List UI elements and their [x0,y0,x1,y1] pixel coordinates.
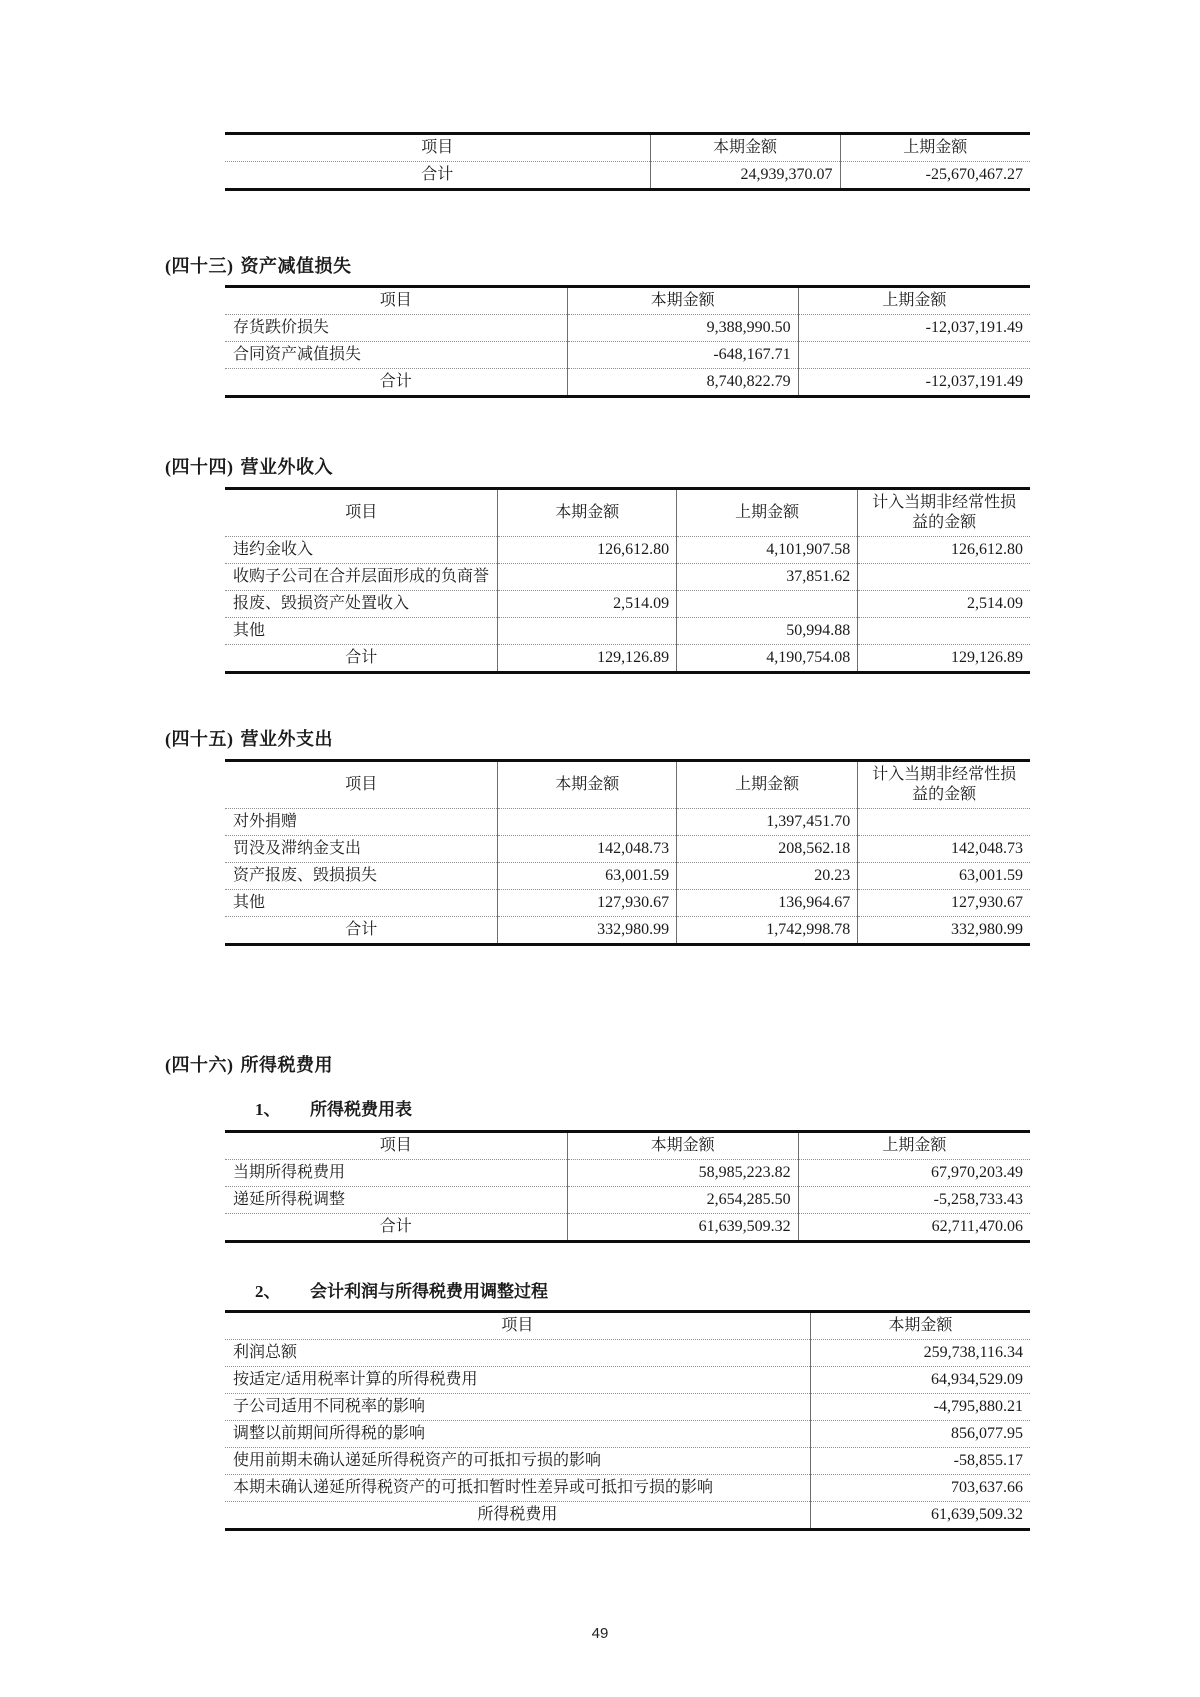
total-row [225,1214,1030,1242]
amount-cell: 856,077.95 [810,1421,1030,1448]
subsection-heading-1 [255,1099,1200,1121]
table-row [225,591,1030,618]
row-label: 当期所得税费用 [225,1160,567,1187]
amount-cell: 4,101,907.58 [677,537,858,564]
section-number: (四十四) [165,457,234,477]
amount-cell [798,342,1030,369]
column-header: 本期金额 [810,1312,1030,1340]
row-label: 收购子公司在合并层面形成的负商誉 [225,564,498,591]
section-title: 营业外收入 [240,457,333,477]
amount-cell: 20.23 [677,863,858,890]
row-label: 存货跌价损失 [225,315,567,342]
section-title: 所得税费用 [240,1055,333,1075]
table-row [225,564,1030,591]
row-label: 调整以前期间所得税的影响 [225,1421,810,1448]
amount-cell: 63,001.59 [858,863,1030,890]
amount-cell: 332,980.99 [858,917,1030,945]
subsection-title: 会计利润与所得税费用调整过程 [310,1282,548,1301]
total-row [225,1502,1030,1530]
column-header: 计入当期非经常性损益的金额 [858,489,1030,537]
amount-cell [498,618,677,645]
section-heading-46 [165,1054,1200,1077]
total-row [225,162,1030,190]
section-heading-44 [165,456,1200,479]
row-label: 报废、毁损资产处置收入 [225,591,498,618]
subsection-number: 1、 [255,1100,281,1119]
column-header: 本期金额 [498,761,677,809]
totals-summary-table [225,132,1030,191]
non-operating-expense-table [225,759,1030,946]
amount-cell: 9,388,990.50 [567,315,798,342]
amount-cell: 4,190,754.08 [677,645,858,673]
column-header: 本期金额 [567,1132,798,1160]
column-header: 上期金额 [677,761,858,809]
amount-cell: 62,711,470.06 [798,1214,1030,1242]
row-label: 合计 [225,162,650,190]
table-row [225,1340,1030,1367]
table-row [225,1160,1030,1187]
column-header: 本期金额 [498,489,677,537]
amount-cell: 24,939,370.07 [650,162,840,190]
header-row [225,761,1030,809]
header-row [225,287,1030,315]
row-label: 递延所得税调整 [225,1187,567,1214]
row-label: 所得税费用 [225,1502,810,1530]
row-label: 其他 [225,890,498,917]
header-row [225,1132,1030,1160]
table-row [225,863,1030,890]
amount-cell: 2,654,285.50 [567,1187,798,1214]
total-row [225,369,1030,397]
page-number: 49 [591,1625,609,1642]
amount-cell: 67,970,203.49 [798,1160,1030,1187]
amount-cell: 50,994.88 [677,618,858,645]
amount-cell: 127,930.67 [498,890,677,917]
column-header: 上期金额 [798,1132,1030,1160]
subsection-title: 所得税费用表 [310,1100,412,1119]
amount-cell: 126,612.80 [858,537,1030,564]
section-heading-43 [165,255,1200,278]
tax-reconciliation-table [225,1310,1030,1531]
amount-cell: -58,855.17 [810,1448,1030,1475]
table-row [225,809,1030,836]
total-row [225,917,1030,945]
table-row [225,1448,1030,1475]
column-header: 项目 [345,776,378,793]
row-label: 对外捐赠 [225,809,498,836]
row-label: 子公司适用不同税率的影响 [225,1394,810,1421]
amount-cell: 129,126.89 [498,645,677,673]
table-row [225,1187,1030,1214]
amount-cell: 61,639,509.32 [567,1214,798,1242]
section-title: 资产减值损失 [240,256,352,276]
table-row [225,890,1030,917]
amount-cell: 259,738,116.34 [810,1340,1030,1367]
subsection-heading-2 [255,1281,1200,1303]
amount-cell: 332,980.99 [498,917,677,945]
row-label: 按适定/适用税率计算的所得税费用 [225,1367,810,1394]
amount-cell: 1,397,451.70 [677,809,858,836]
row-label: 资产报废、毁损损失 [225,863,498,890]
amount-cell: 126,612.80 [498,537,677,564]
amount-cell: 129,126.89 [858,645,1030,673]
row-label: 本期未确认递延所得税资产的可抵扣暂时性差异或可抵扣亏损的影响 [225,1475,810,1502]
section-title: 营业外支出 [240,729,333,749]
amount-cell: 127,930.67 [858,890,1030,917]
section-number: (四十三) [165,256,234,276]
amount-cell [498,564,677,591]
header-row [225,134,1030,162]
subsection-number: 2、 [255,1282,281,1301]
amount-cell: -4,795,880.21 [810,1394,1030,1421]
amount-cell: 63,001.59 [498,863,677,890]
amount-cell: 208,562.18 [677,836,858,863]
column-header: 本期金额 [650,134,840,162]
amount-cell: 8,740,822.79 [567,369,798,397]
row-label: 利润总额 [225,1340,810,1367]
amount-cell: 61,639,509.32 [810,1502,1030,1530]
header-row [225,1312,1030,1340]
section-number: (四十五) [165,729,234,749]
total-row [225,645,1030,673]
column-header: 项目 [379,1137,412,1154]
row-label: 合计 [225,1214,567,1242]
table-row [225,1421,1030,1448]
column-header: 项目 [501,1317,534,1334]
amount-cell: 58,985,223.82 [567,1160,798,1187]
table-row [225,537,1030,564]
amount-cell [498,809,677,836]
section-number: (四十六) [165,1055,234,1075]
row-label: 合同资产减值损失 [225,342,567,369]
amount-cell: -5,258,733.43 [798,1187,1030,1214]
column-header: 项目 [379,292,412,309]
amount-cell [858,618,1030,645]
amount-cell: 142,048.73 [498,836,677,863]
amount-cell: 136,964.67 [677,890,858,917]
amount-cell: 2,514.09 [498,591,677,618]
amount-cell: 1,742,998.78 [677,917,858,945]
column-header: 上期金额 [677,489,858,537]
amount-cell: -25,670,467.27 [840,162,1030,190]
row-label: 其他 [225,618,498,645]
table-row [225,1475,1030,1502]
row-label: 违约金收入 [225,537,498,564]
amount-cell: 142,048.73 [858,836,1030,863]
amount-cell: 64,934,529.09 [810,1367,1030,1394]
amount-cell: -648,167.71 [567,342,798,369]
column-header: 本期金额 [567,287,798,315]
amount-cell: -12,037,191.49 [798,315,1030,342]
amount-cell: 37,851.62 [677,564,858,591]
table-row [225,1367,1030,1394]
section-heading-45 [165,728,1200,751]
amount-cell [677,591,858,618]
row-label: 罚没及滞纳金支出 [225,836,498,863]
table-row [225,1394,1030,1421]
amount-cell: -12,037,191.49 [798,369,1030,397]
row-label: 合计 [225,917,498,945]
non-operating-income-table [225,487,1030,674]
header-row [225,489,1030,537]
column-header: 上期金额 [798,287,1030,315]
row-label: 合计 [225,369,567,397]
table-row [225,342,1030,369]
income-tax-expense-table [225,1130,1030,1243]
column-header: 计入当期非经常性损益的金额 [858,761,1030,809]
column-header: 项目 [345,504,378,521]
column-header: 上期金额 [840,134,1030,162]
amount-cell [858,564,1030,591]
amount-cell: 2,514.09 [858,591,1030,618]
asset-impairment-loss-table [225,285,1030,398]
amount-cell [858,809,1030,836]
row-label: 使用前期未确认递延所得税资产的可抵扣亏损的影响 [225,1448,810,1475]
table-row [225,315,1030,342]
table-row [225,836,1030,863]
table-row [225,618,1030,645]
amount-cell: 703,637.66 [810,1475,1030,1502]
row-label: 合计 [225,645,498,673]
column-header: 项目 [421,139,454,156]
